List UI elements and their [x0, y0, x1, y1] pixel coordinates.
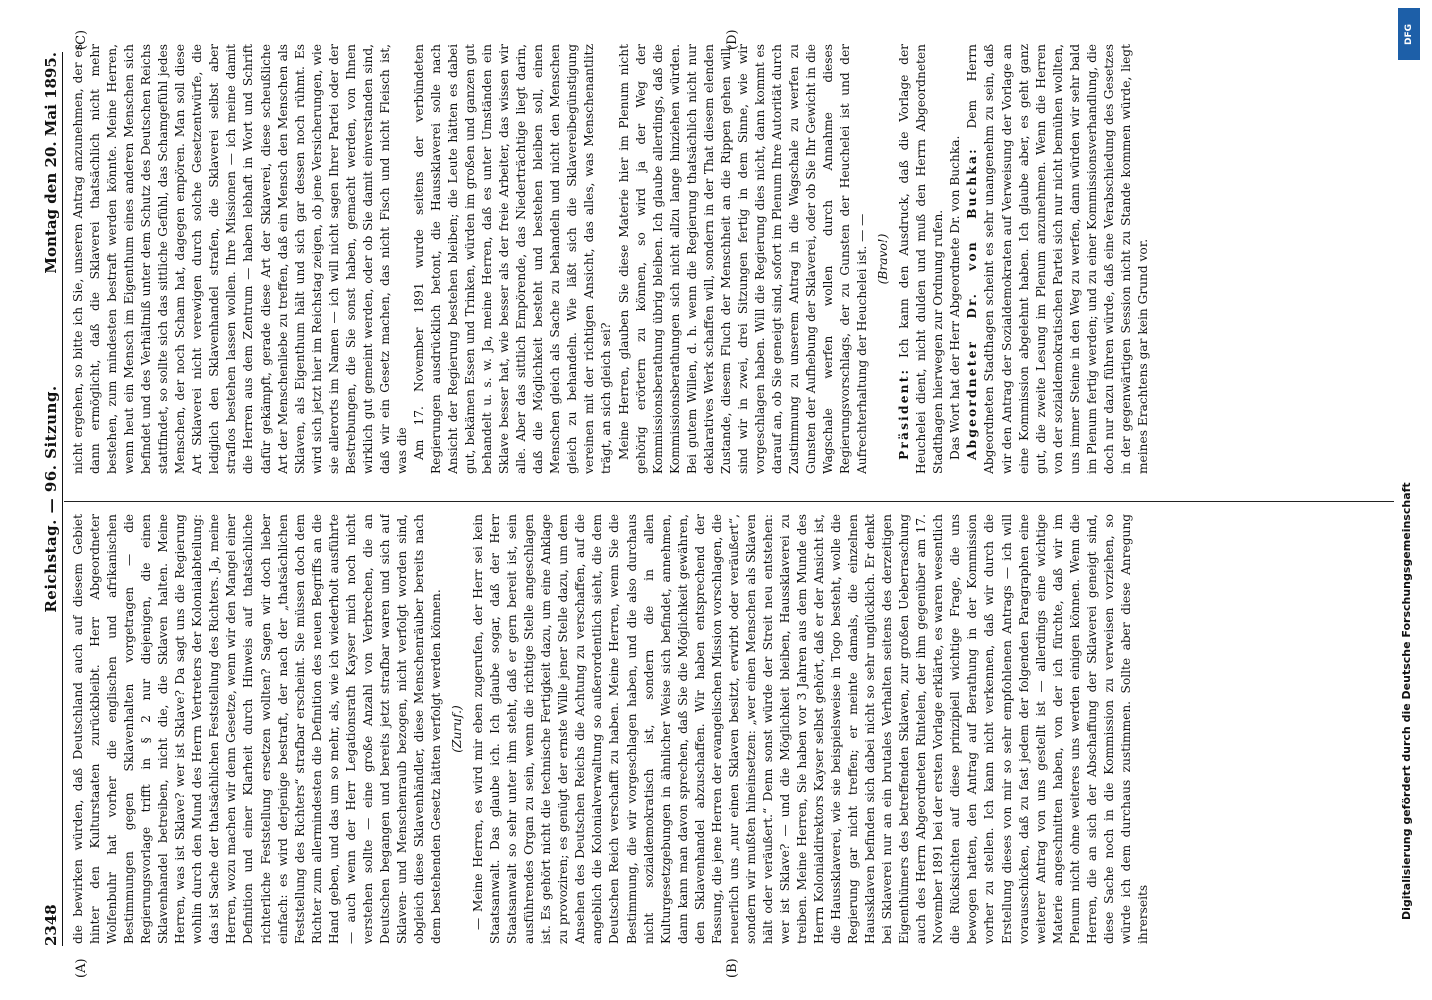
left-column	[70, 514, 1390, 944]
paragraph: Meine Herren, glauben Sie diese Materie hier im Plenum nicht gehörig erörtern zu können, so wird ja der Weg der Kommissionsberathung übrig bleiben. Ich glaube allerdings, daß die Kommissionsberathungen sich nicht allzu lange hinziehen würden. Bei gutem Willen, d. h. wenn die Regierung thatsächlich nicht nur deklaratives Werk schaffen will, sondern in der That diesem elenden Zustande, diesem Fluch der Menschheit an die Rippen gehen will, sind wir in zwei, drei Sitzungen fertig in dem Sinne, wie wir vorgeschlagen haben. Will die Regierung dies nicht, dann kommt es darauf an, ob Sie geneigt sind, sofort im Plenum Ihre Autorität durch Zustimmung zu unserem Antrag in die Wagschale zu werfen zu Gunsten der Aufhebung der Sklaverei, oder ob Sie Ihr Gewicht in die Wagschale werfen wollen durch Annahme dieses Regierungsvorschlags, der zu Gunsten der Heuchelei ist und der Aufrechterhaltung der Heuchelei ist. — —	[616, 44, 870, 474]
page-number: 2348	[42, 904, 60, 946]
margin-marker-d: (D)	[725, 29, 740, 50]
right-column	[70, 44, 1390, 474]
paragraph: Am 17. November 1891 wurde seitens der verbündeten Regierungen ausdrücklich betont, die Haussklaverei solle nach Ansicht der Regierung bestehen bleiben; die Leute hätten es dabei gut, bekämen Essen und Trinken, würden im großen und ganzen gut behandelt u. s. w. Ja, meine Herren, daß es unter Umständen ein Sklave besser hat, wie besser als der freie Arbeiter, das wissen wir alle. Aber das sittlich Empörende, das Niederträchtige liegt darin, daß die Möglichkeit besteht und bestehen bleiben soll, einen Menschen gleich als Sache zu behandeln und nicht den Menschen gleich zu behandeln. Wie läßt sich die Sklavereibegünstigung vereinen mit der richtigen Ansicht, das alles, was Menschenantlitz trägt, an sich gleich sei?	[411, 44, 614, 474]
paragraph: — Meine Herren, es wird mir eben zugerufen, der Herr sei kein Staatsanwalt. Das glaube ich. Ich glaube sogar, daß der Herr Staatsanwalt so sehr unter ihm steht, daß er gern bereit ist, sein ausführendes Organ zu sein, wenn die richtige Stelle angeschlagen ist. Es gehört nicht die technische Fertigkeit dazu, um eine Anklage zu provoziren; es genügt der ernste Wille jener Stelle dazu, um dem Ansehen des Deutschen Reichs die Achtung zu verschaffen, auf die angeblich die Kolonialverwaltung so außerordentlich sieht, die dem Deutschen Reich verschafft zu haben. Meine Herren, wenn Sie die Bestimmung, die wir vorgeschlagen haben, und die also durchaus nicht sozialdemokratisch ist, sondern die in allen Kulturgesetzgebungen in ähnlicher Weise sich befindet, annehmen, dann kann man davon sprechen, daß Sie die Möglichkeit gewähren, den Sklavenhandel abzuschaffen. Wir haben entsprechend der Fassung, die jene Herren der evangelischen Mission vorschlagen, die neuerlich uns „nur einen Sklaven besitzt, erwirbt oder veräußert“, sondern wir mußten hineinsetzen: „wer einen Menschen als Sklaven hält oder veräußert.“ Denn sonst würde der Streit neu entstehen: wer ist Sklave? — und die Möglichkeit bleiben, Haussklaverei zu treiben. Meine Herren, Sie haben vor 3 Jahren aus dem Munde des Herrn Kolonialdirektors Kayser selbst gehört, daß er der Ansicht ist, die Haussklaverei, wie sie beispielsweise in Togo besteht, wolle die Regierung gar nicht treffen; er meinte damals, die einzelnen Haussklaven befinden sich dabei nicht so sehr unglücklich. Er denkt bei Sklaverei nur an ein brutales Verhalten seitens des derzeitigen Eigenthümers des betreffenden Sklaven, zur großen Ueberraschung auch des Herrn Abgeordneten Rintelen, der ihm gegenüber am 17. November 1891 bei der ersten Vorlage erklärte, es waren wesentlich die Rücksichten auf diese prinzipiell wichtige Frage, die uns bewogen hatten, den Antrag auf Berathung in der Kommission vorher zu stellen. Ich kann nicht verkennen, daß wir durch die Erstellung dieses von mir so sehr empfohlenen Antrags — ich will vorausschicken, daß zu fast jedem der folgenden Paragraphen eine weiterer Antrag von uns gestellt ist — allerdings eine wichtige Materie angeschnitten haben, von der ich fürchte, daß wir im Plenum nicht ohne weiteres uns werden einigen können. Wenn die Herren, die an sich der Abschaffung der Sklaverei geneigt sind, diese Sache noch in die Kommission zu verweisen vorziehen, so würde ich dem durchaus zustimmen. Sollte aber diese Anregung ihrerseits	[471, 514, 1150, 944]
paragraph: die bewirken würden, daß Deutschland auch auf diesem Gebiet hinter den Kulturstaaten zurückbleibt. Herr Abgeordneter Wolfenbuhr hat vorher die englischen und afrikanischen Bestimmungen gegen Sklavenhalten vorgetragen — die Regierungsvorlage trifft in § 2 nur diejenigen, die einen Sklavenhandel betreiben, nicht die, die Sklaven halten. Meine Herren, was ist Sklave? wer ist Sklave? Da sagt uns die Regierung wohlin durch den Mund des Herrn Vertreters der Kolonialabteilung: das ist Sache der thatsächlichen Feststellung des Richters. Ja, meine Herren, wozu machen wir denn Gesetze, wenn wir den Mangel einer Definition und einer Klarheit durch Hinweis auf thatsächliche richterliche Feststellung ersetzen wollten? Sagen wir doch lieber einfach: es wird derjenige bestraft, der nach der „thatsächlichen Feststellung des Richters“ strafbar erscheint. Sie müssen doch dem Richter zum allermindesten die Definition des neuen Begriffs an die Hand geben, und das um so mehr, als, wie ich wiederholt ausführte — auch wenn der Herr Legationsrath Kayser mich noch nicht verstehen sollte — eine große Anzahl von Verbrechen, die an Deutschen begangen und bereits jetzt strafbar waren und sich auf Sklaven- und Menschenraub bezogen, nicht verfolgt worden sind, obgleich diese Sklavenhändler, diese Menschenräuber bereits nach dem bestehenden Gesetz hätten verfolgt werden können.	[71, 514, 443, 944]
speaker-statement	[964, 44, 1152, 474]
margin-marker-a: (A)	[74, 958, 89, 978]
digitization-credit	[1392, 0, 1422, 1000]
column-divider	[64, 501, 1394, 502]
interjection: (Zuruf.)	[450, 705, 465, 753]
credit-text: Digitalisierung gefördert durch die Deutsche Forschungsgemeinschaft	[1400, 482, 1413, 920]
statement-text: Ich kann den Ausdruck, daß die Vorlage der Heuchelei dient, nicht dulden und muß den Herrn Abgeordneten Stadthagen hierwegen zur Ordnung rufen.	[897, 44, 946, 474]
session-title: Reichstag. — 96. Sitzung.	[42, 385, 60, 613]
paragraph: Das Wort hat der Herr Abgeordnete Dr. von Buchka.	[948, 135, 963, 460]
statement-text: Dem Herrn Abgeordneten Stadthagen scheint es sehr unangenehm zu sein, daß wir den Antrag der Sozialdemokraten auf Verweisung der Vorlage an eine Kommission abgelehnt haben. Ich glaube aber, es geht ganz gut, die zweite Lesung im Plenum anzunehmen. Wenn die Herren von der sozialdemokratischen Partei sich nur nicht bemühen wollten, uns immer Steine in den Weg zu werfen, dann würden wir sehr bald im Plenum fertig werden; und zu einer Kommissionsverhandlung, die doch nur dazu führen würde, daß eine Verabschiedung des Gesetzes in der gegenwärtigen Session nicht zu Stande kommen würde, liegt meines Erachtens gar kein Grund vor.	[965, 44, 1150, 474]
applause: (Bravo!)	[876, 233, 891, 285]
dfg-logo: DFG	[1398, 8, 1420, 60]
margin-marker-b: (B)	[725, 958, 740, 978]
speaker-label: Abgeordneter Dr. von Buchka:	[965, 147, 980, 460]
margin-marker-c: (C)	[74, 29, 89, 50]
page-header	[28, 52, 63, 946]
paragraph: nicht ergehen, so bitte ich Sie, unseren Antrag anzunehmen, der es dann ermöglicht, daß die Sklaverei thatsächlich nicht mehr bestehen, zum mindesten bestraft werden könnte. Meine Herren, wenn heut ein Mensch im Eigenthum eines anderen Menschen sich befindet und des Verhältniß unter dem Schutz des Deutschen Reichs stattfindet, so sollte sich das sittliche Gefühl, das Schamgefühl jedes Menschen, der noch Scham hat, dagegen empören. Man soll diese Art Sklaverei nicht verewigen durch solche Gesetzentwürfe, die lediglich den Sklavenhandel strafen, die Sklaverei selbst aber straflos bestehen lassen wollen. Ihre Missionen — ich meine damit die Herren aus dem Zentrum — haben lebhaft in Wort und Schrift dafür gekämpft, gerade diese Art der Sklaverei, diese scheußliche Art der Menschenliebe zu treffen, daß ein Mensch den Menschen als Sklaven, als Eigenthum hält und sich gar dessen noch rühmt. Es wird sich jetzt hier im Reichstag zeigen, ob jene Versicherungen, wie sie allerorts im Namen — ich will nicht sagen Ihrer Partei oder der Bestrebungen, die Sie sonst haben, gemacht werden, von Ihnen wirklich gut gemeint werden, oder ob Sie damit einverstanden sind, daß wir ein Gesetz machen, das nicht Fisch und nicht Fleisch ist, was die	[71, 44, 409, 474]
president-statement	[896, 44, 947, 474]
speaker-label: Präsident:	[897, 367, 912, 460]
session-date: Montag den 20. Mai 1895.	[42, 52, 60, 274]
